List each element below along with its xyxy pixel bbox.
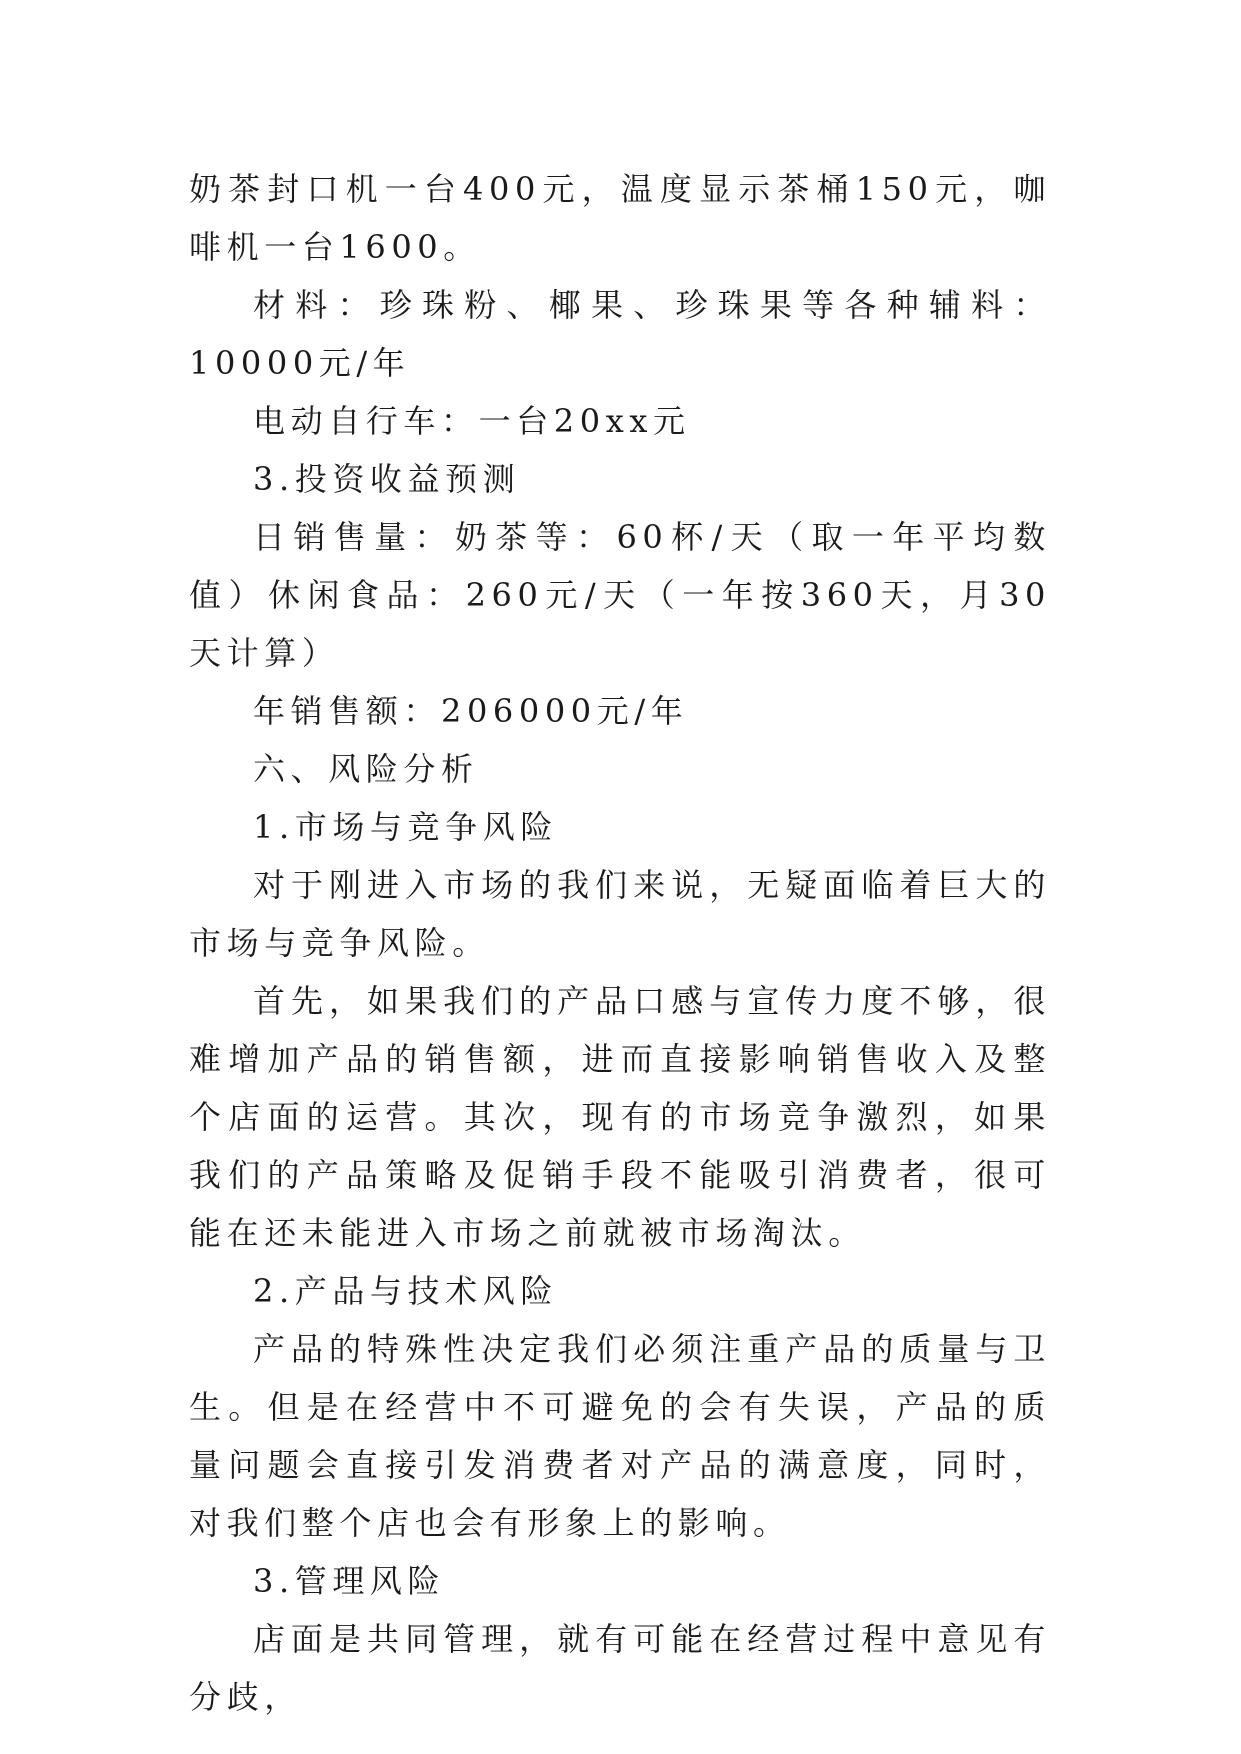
paragraph-equipment-costs: 奶茶封口机一台400元，温度显示茶桶150元，咖啡机一台1600。: [189, 170, 1051, 266]
paragraph-management-risk: 店面是共同管理，就有可能在经营过程中意见有分歧，: [189, 1620, 1051, 1716]
heading-management-risk: 3.管理风险: [253, 1562, 446, 1600]
heading-risk-analysis: 六、风险分析: [253, 750, 479, 788]
heading-market-risk: 1.市场与竞争风险: [253, 808, 558, 846]
heading-product-risk: 2.产品与技术风险: [253, 1272, 558, 1310]
paragraph-product-risk: 产品的特殊性决定我们必须注重产品的质量与卫生。但是在经营中不可避免的会有失误，产品的质量问题会直接引发消费者对产品的满意度，同时，对我们整个店也会有形象上的影响。: [189, 1330, 1051, 1542]
heading-investment-forecast: 3.投资收益预测: [253, 460, 521, 498]
paragraph-daily-sales: 日销售量：奶茶等：60杯/天（取一年平均数值）休闲食品：260元/天（一年按360天，月30天计算）: [189, 518, 1051, 672]
document-body: [189, 160, 1051, 1726]
paragraph-electric-bike: 电动自行车：一台20xx元: [253, 402, 691, 440]
paragraph-annual-sales: 年销售额：206000元/年: [253, 692, 689, 730]
paragraph-market-risk-detail: 首先，如果我们的产品口感与宣传力度不够，很难增加产品的销售额，进而直接影响销售收入及整个店面的运营。其次，现有的市场竞争激烈，如果我们的产品策略及促销手段不能吸引消费者，很可能在还未能进入市场之前就被市场淘汰。: [189, 982, 1051, 1252]
paragraph-materials: 材料：珍珠粉、椰果、珍珠果等各种辅料：10000元/年: [189, 286, 1051, 382]
paragraph-market-risk: 对于刚进入市场的我们来说，无疑面临着巨大的市场与竞争风险。: [189, 866, 1051, 962]
